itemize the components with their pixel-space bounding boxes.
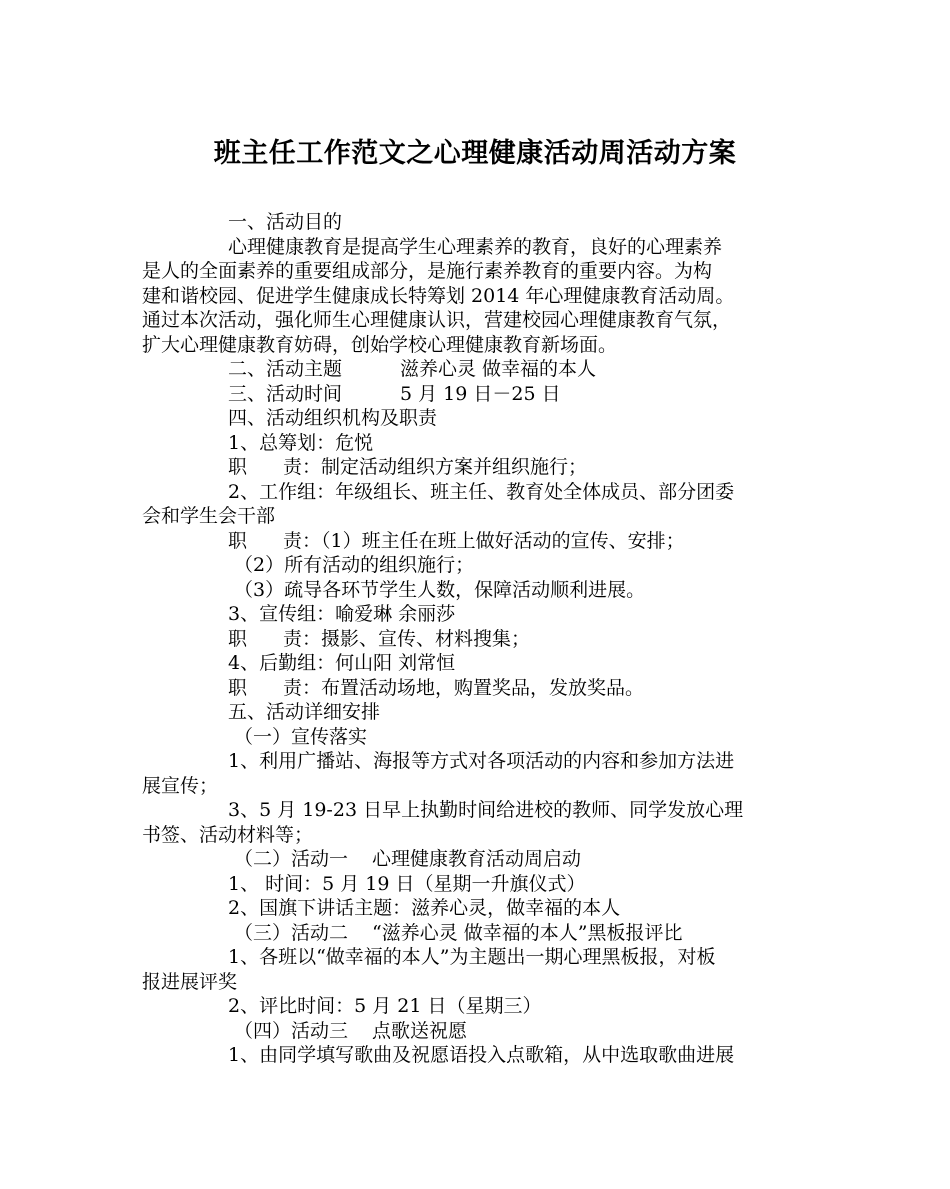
- subsection-heading: [142, 1019, 822, 1044]
- subsection-heading: （一）宣传落实: [234, 725, 368, 748]
- section-heading: 五、活动详细安排: [228, 701, 381, 723]
- subsection-title: 点歌送祝愿: [372, 1019, 468, 1042]
- section-heading: 一、活动目的: [228, 211, 343, 233]
- paragraph-line: 是人的全面素养的重要组成部分，是施行素养教育的重要内容。为构: [142, 260, 713, 282]
- subsection-label: （三）活动二: [234, 921, 349, 944]
- paragraph-line: 会和学生会干部: [142, 505, 276, 527]
- paragraph-line: （3）疏导各环节学生人数，保障活动顺利进展。: [234, 578, 646, 601]
- duty-text: 责：布置活动场地，购置奖品，发放奖品。: [283, 676, 645, 699]
- section-heading: [142, 382, 822, 407]
- duty-label: 职: [228, 456, 248, 478]
- subsection-label: （四）活动三: [234, 1019, 349, 1042]
- paragraph-line: 1、利用广播站、海报等方式对各项活动的内容和参加方法进: [228, 750, 735, 772]
- paragraph-line: 3、5 月 19-23 日早上执勤时间给进校的教师、同学发放心理: [228, 799, 744, 821]
- duty-line: [142, 676, 822, 701]
- heading-label: 三、活动时间: [228, 382, 343, 405]
- duty-label: 职: [228, 627, 248, 650]
- paragraph-line: 1、 时间：5 月 19 日（星期一升旗仪式）: [228, 872, 586, 895]
- subsection-heading: [142, 847, 822, 872]
- paragraph-line: 建和谐校园、促进学生健康成长特筹划 2014 年心理健康教育活动周。: [142, 284, 735, 307]
- section-heading: [142, 357, 822, 382]
- paragraph-line: 心理健康教育是提高学生心理素养的教育，良好的心理素养: [228, 235, 723, 258]
- paragraph-line: 1、由同学填写歌曲及祝愿语投入点歌箱，从中选取歌曲进展: [228, 1044, 735, 1066]
- subsection-heading: [142, 921, 822, 946]
- paragraph-line: 书签、活动材料等；: [142, 823, 314, 846]
- duty-label: 职: [228, 529, 248, 552]
- paragraph-line: 3、宣传组：喻爱琳 余丽莎: [228, 603, 456, 625]
- duty-text: 责：摄影、宣传、材料搜集；: [283, 627, 531, 650]
- subsection-title: “滋养心灵 做幸福的本人”黑板报评比: [372, 921, 683, 944]
- heading-label: 二、活动主题: [228, 358, 343, 380]
- paragraph-line: 扩大心理健康教育妨碍，创始学校心理健康教育新场面。: [142, 333, 618, 356]
- paragraph-line: 1、总筹划：危悦: [228, 431, 374, 454]
- subsection-label: （二）活动一: [234, 848, 349, 870]
- paragraph-line: （2）所有活动的组织施行；: [234, 554, 475, 576]
- heading-value: 5 月 19 日－25 日: [400, 382, 561, 405]
- paragraph-line: 1、各班以“做幸福的本人”为主题出一期心理黑板报，对板: [228, 946, 716, 968]
- heading-value: 滋养心灵 做幸福的本人: [400, 358, 597, 380]
- paragraph-line: 4、后勤组：何山阳 刘常恒: [228, 652, 456, 674]
- paragraph-line: 通过本次活动，强化师生心理健康认识，营建校园心理健康教育气氛，: [142, 309, 732, 331]
- document-title: 班主任工作范文之心理健康活动周活动方案: [213, 138, 737, 169]
- paragraph-line: 2、评比时间：5 月 21 日（星期三）: [228, 995, 542, 1017]
- duty-line: [142, 627, 822, 652]
- duty-label: 职: [228, 676, 248, 699]
- duty-line: [142, 455, 822, 480]
- subsection-title: 心理健康教育活动周启动: [372, 848, 582, 870]
- paragraph-line: 2、国旗下讲话主题：滋养心灵，做幸福的本人: [228, 897, 621, 919]
- paragraph-line: 2、工作组：年级组长、班主任、教育处全体成员、部分团委: [228, 480, 735, 503]
- document-body: [142, 210, 822, 1068]
- paragraph-line: 报进展评奖: [142, 970, 238, 993]
- duty-text: 责：制定活动组织方案并组织施行；: [283, 456, 588, 478]
- section-heading: 四、活动组织机构及职责: [228, 407, 438, 429]
- duty-text: 责：（1）班主任在班上做好活动的宣传、安排；: [283, 529, 685, 552]
- duty-line: [142, 529, 822, 554]
- paragraph-line: 展宣传；: [142, 774, 219, 797]
